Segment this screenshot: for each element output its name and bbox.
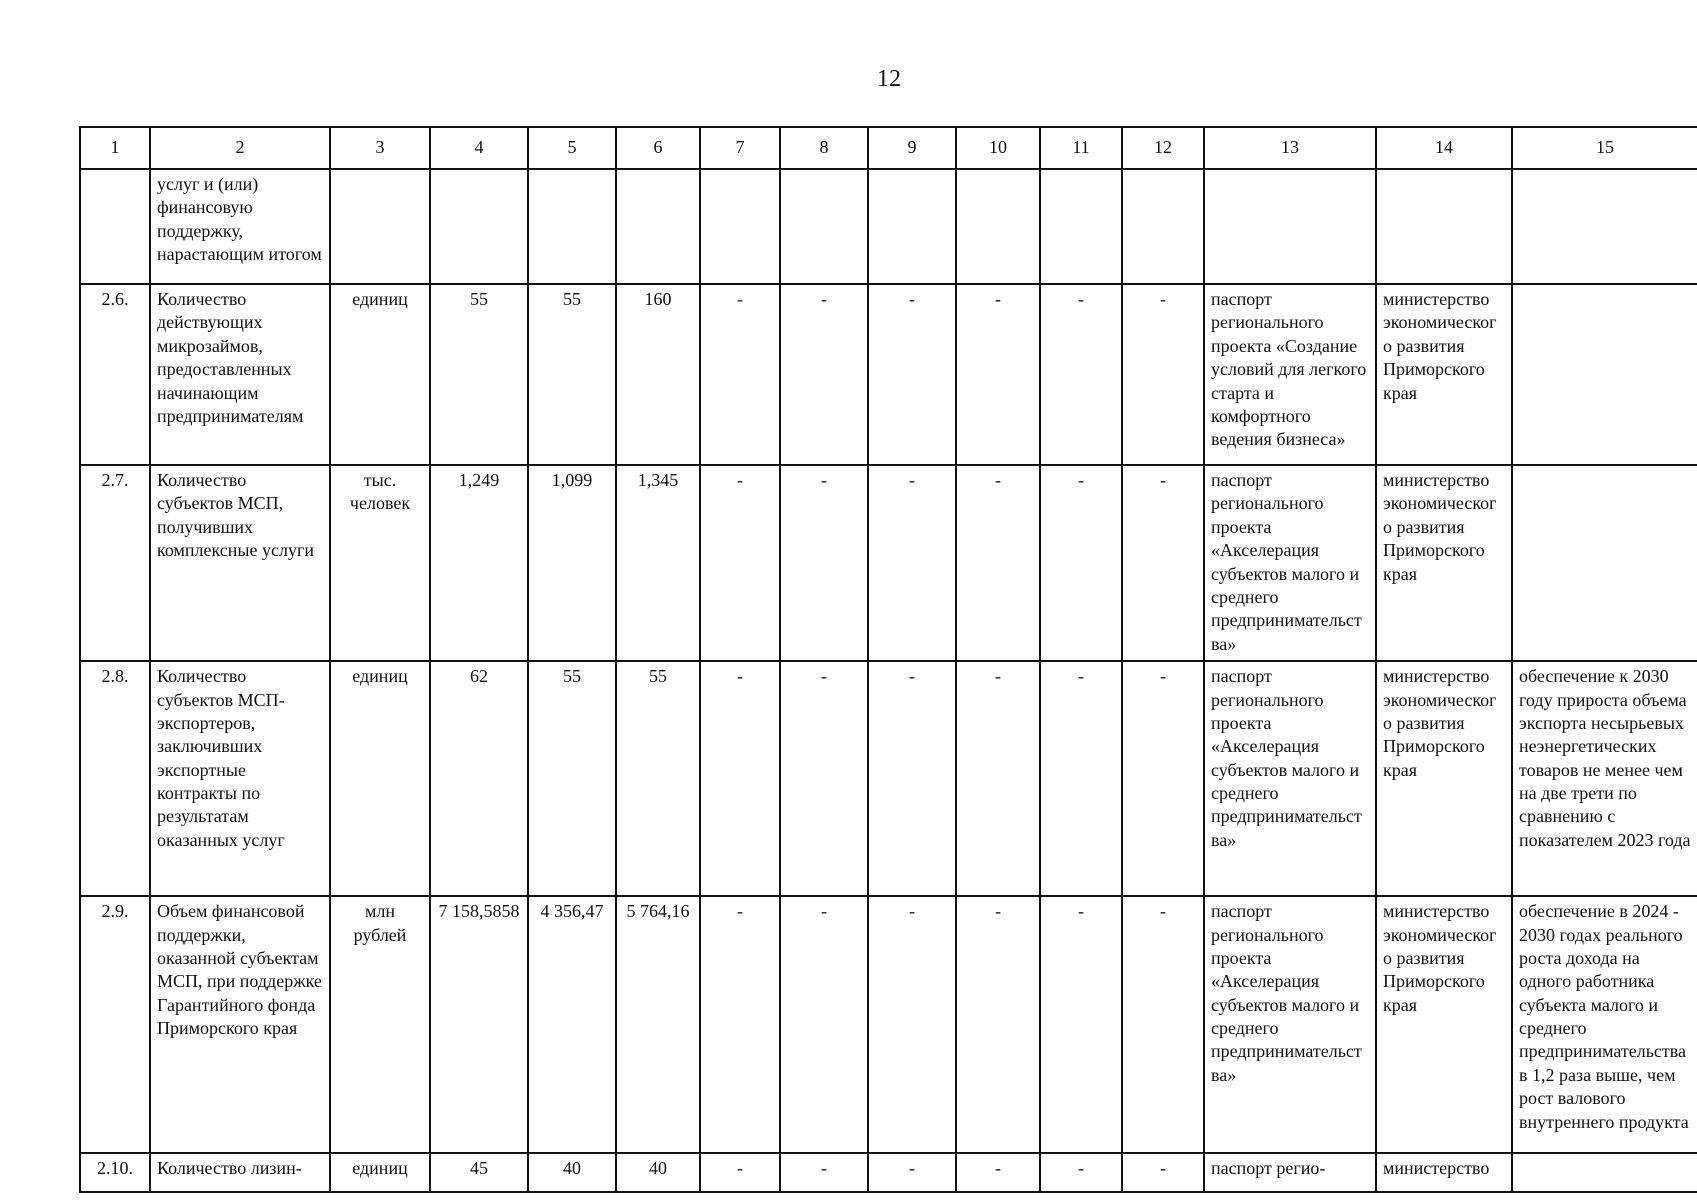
value-col-5: 1,099 xyxy=(528,465,616,661)
responsible-body: министерство экономического развития Приморского края xyxy=(1376,465,1512,661)
source-document: паспорт регионального проекта «Акселерация субъектов малого и среднего предпринимательства» xyxy=(1204,661,1376,896)
goal-link: обеспечение к 2030 году прироста объема экспорта несырьевых неэнергетических товаров не менее чем на две трети по сравнению с показателем 2023 года xyxy=(1512,661,1697,896)
value-col-10: - xyxy=(956,1153,1040,1192)
goal-link xyxy=(1512,1153,1697,1192)
column-header: 7 xyxy=(700,127,780,169)
column-header: 3 xyxy=(330,127,430,169)
value-col-9: - xyxy=(868,465,956,661)
row-number: 2.8. xyxy=(80,661,150,896)
table-row xyxy=(80,169,1697,284)
indicator-name: Количество субъектов МСП, получивших комплексные услуги xyxy=(150,465,330,661)
value-col-10: - xyxy=(956,284,1040,465)
value-col-8: - xyxy=(780,1153,868,1192)
value-col-8: - xyxy=(780,661,868,896)
row-number: 2.7. xyxy=(80,465,150,661)
value-col-5: 55 xyxy=(528,661,616,896)
goal-link: обеспечение в 2024 - 2030 годах реального роста дохода на одного работника субъекта малого и среднего предпринимательства в 1,2 раза выше, чем рост валового внутреннего продукта xyxy=(1512,896,1697,1153)
unit xyxy=(330,169,430,284)
value-col-10: - xyxy=(956,896,1040,1153)
unit: тыс. человек xyxy=(330,465,430,661)
column-header: 12 xyxy=(1122,127,1204,169)
value-col-6: 40 xyxy=(616,1153,700,1192)
column-header: 4 xyxy=(430,127,528,169)
indicators-table xyxy=(79,126,1697,1193)
value-col-6: 160 xyxy=(616,284,700,465)
indicator-name: Количество субъектов МСП-экспортеров, заключивших экспортные контракты по результатам оказанных услуг xyxy=(150,661,330,896)
value-col-9: - xyxy=(868,896,956,1153)
column-header: 5 xyxy=(528,127,616,169)
indicator-name: Количество действующих микрозаймов, предоставленных начинающим предпринимателям xyxy=(150,284,330,465)
value-col-7: - xyxy=(700,661,780,896)
value-col-5: 40 xyxy=(528,1153,616,1192)
column-header: 2 xyxy=(150,127,330,169)
value-col-8: - xyxy=(780,896,868,1153)
value-col-4: 1,249 xyxy=(430,465,528,661)
column-header: 11 xyxy=(1040,127,1122,169)
value-col-12: - xyxy=(1122,1153,1204,1192)
row-number: 2.9. xyxy=(80,896,150,1153)
goal-link xyxy=(1512,284,1697,465)
column-header: 6 xyxy=(616,127,700,169)
row-number: 2.6. xyxy=(80,284,150,465)
value-col-7: - xyxy=(700,896,780,1153)
value-col-9: - xyxy=(868,1153,956,1192)
source-document: паспорт регионального проекта «Акселерация субъектов малого и среднего предпринимательства» xyxy=(1204,896,1376,1153)
source-document xyxy=(1204,169,1376,284)
table-row xyxy=(80,896,1697,1153)
column-header: 10 xyxy=(956,127,1040,169)
value-col-10: - xyxy=(956,465,1040,661)
value-col-9 xyxy=(868,169,956,284)
value-col-5: 4 356,47 xyxy=(528,896,616,1153)
indicator-name: Объем финансовой поддержки, оказанной субъектам МСП, при поддержке Гарантийного фонда Приморского края xyxy=(150,896,330,1153)
value-col-6: 55 xyxy=(616,661,700,896)
responsible-body: министерство экономического развития Приморского края xyxy=(1376,284,1512,465)
responsible-body xyxy=(1376,169,1512,284)
column-header: 1 xyxy=(80,127,150,169)
table-header-row xyxy=(80,127,1697,169)
value-col-10 xyxy=(956,169,1040,284)
value-col-6: 5 764,16 xyxy=(616,896,700,1153)
unit: единиц xyxy=(330,284,430,465)
value-col-11: - xyxy=(1040,465,1122,661)
row-number xyxy=(80,169,150,284)
value-col-9: - xyxy=(868,661,956,896)
table-row xyxy=(80,465,1697,661)
value-col-4 xyxy=(430,169,528,284)
column-header: 14 xyxy=(1376,127,1512,169)
value-col-10: - xyxy=(956,661,1040,896)
value-col-6 xyxy=(616,169,700,284)
value-col-5 xyxy=(528,169,616,284)
value-col-11: - xyxy=(1040,1153,1122,1192)
goal-link xyxy=(1512,465,1697,661)
value-col-4: 62 xyxy=(430,661,528,896)
value-col-4: 7 158,5858 xyxy=(430,896,528,1153)
value-col-7 xyxy=(700,169,780,284)
column-header: 13 xyxy=(1204,127,1376,169)
value-col-12 xyxy=(1122,169,1204,284)
value-col-12: - xyxy=(1122,465,1204,661)
column-header: 15 xyxy=(1512,127,1697,169)
value-col-9: - xyxy=(868,284,956,465)
value-col-11: - xyxy=(1040,661,1122,896)
value-col-7: - xyxy=(700,284,780,465)
responsible-body: министерство экономического развития Приморского края xyxy=(1376,661,1512,896)
column-header: 8 xyxy=(780,127,868,169)
row-number: 2.10. xyxy=(80,1153,150,1192)
value-col-12: - xyxy=(1122,284,1204,465)
source-document: паспорт регио- xyxy=(1204,1153,1376,1192)
value-col-11: - xyxy=(1040,284,1122,465)
unit: млн рублей xyxy=(330,896,430,1153)
source-document: паспорт регионального проекта «Создание условий для легкого старта и комфортного ведения бизнеса» xyxy=(1204,284,1376,465)
value-col-7: - xyxy=(700,465,780,661)
value-col-4: 55 xyxy=(430,284,528,465)
value-col-7: - xyxy=(700,1153,780,1192)
responsible-body: министерство xyxy=(1376,1153,1512,1192)
indicator-name: услуг и (или) финансовую поддержку, нарастающим итогом xyxy=(150,169,330,284)
value-col-5: 55 xyxy=(528,284,616,465)
value-col-11 xyxy=(1040,169,1122,284)
value-col-8: - xyxy=(780,465,868,661)
unit: единиц xyxy=(330,661,430,896)
value-col-11: - xyxy=(1040,896,1122,1153)
table-row xyxy=(80,661,1697,896)
value-col-6: 1,345 xyxy=(616,465,700,661)
value-col-8: - xyxy=(780,284,868,465)
source-document: паспорт регионального проекта «Акселерация субъектов малого и среднего предпринимательства» xyxy=(1204,465,1376,661)
value-col-4: 45 xyxy=(430,1153,528,1192)
page-number: 12 xyxy=(877,66,901,92)
value-col-12: - xyxy=(1122,661,1204,896)
table-row xyxy=(80,1153,1697,1192)
value-col-8 xyxy=(780,169,868,284)
table-row xyxy=(80,284,1697,465)
column-header: 9 xyxy=(868,127,956,169)
goal-link xyxy=(1512,169,1697,284)
value-col-12: - xyxy=(1122,896,1204,1153)
responsible-body: министерство экономического развития Приморского края xyxy=(1376,896,1512,1153)
indicator-name: Количество лизин- xyxy=(150,1153,330,1192)
unit: единиц xyxy=(330,1153,430,1192)
